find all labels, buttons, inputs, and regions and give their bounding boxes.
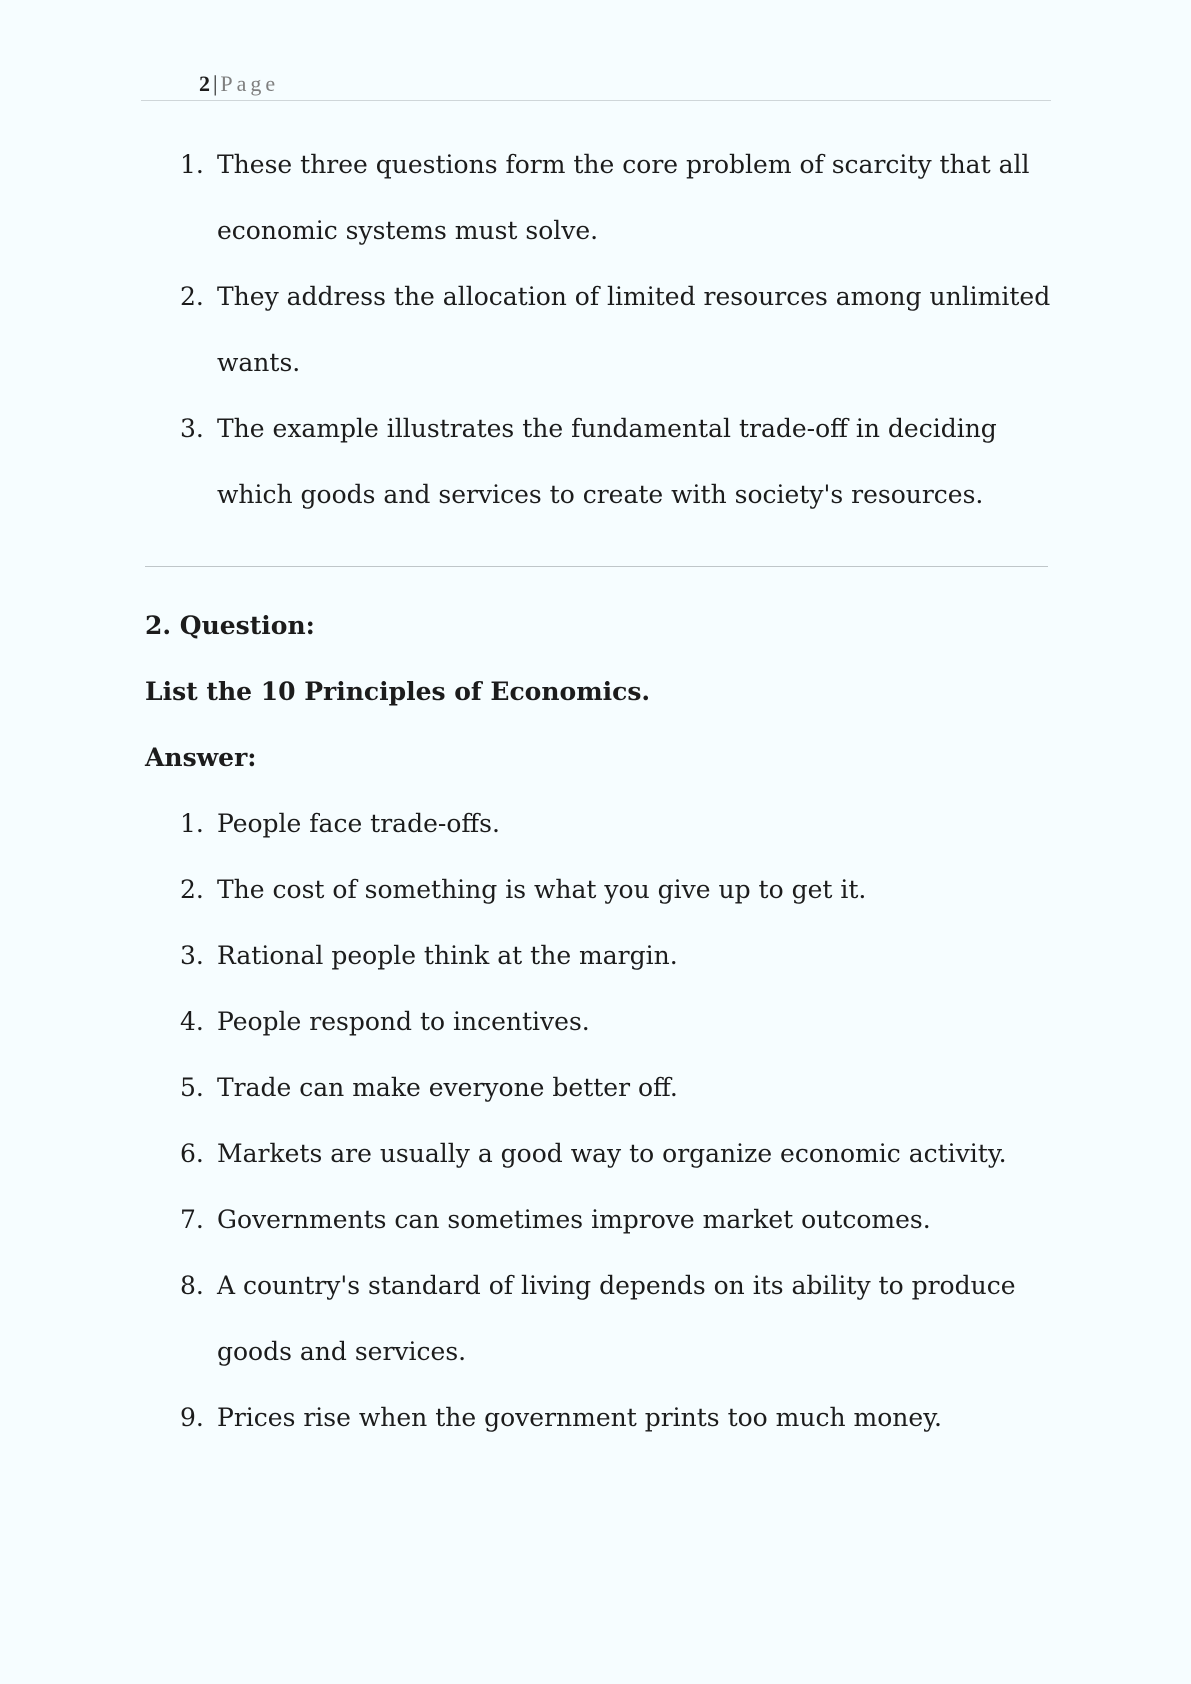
list-item-number: 4. — [180, 1007, 204, 1036]
section-divider — [145, 566, 1048, 567]
list-item-number: 2. — [180, 282, 204, 311]
list-item-text: Trade can make everyone better off. — [217, 1073, 678, 1102]
list-item-number: 1. — [180, 150, 204, 179]
list-item — [145, 989, 1055, 1055]
list-item-text: Rational people think at the margin. — [217, 941, 678, 970]
list-item-number: 8. — [180, 1271, 204, 1300]
list-item — [145, 791, 1055, 857]
page-number: 2 — [199, 71, 210, 96]
list-item-text: People face trade-offs. — [217, 809, 500, 838]
list-item — [145, 1055, 1055, 1121]
list-item-text: A country's standard of living depends on its ability to produce goods and services. — [217, 1271, 1016, 1366]
list-item — [145, 923, 1055, 989]
answer-label: Answer: — [145, 743, 257, 772]
list-item-number: 2. — [180, 875, 204, 904]
list-item — [145, 396, 1055, 528]
list-item-text: The example illustrates the fundamental trade-off in deciding which goods and services to create with society's resources. — [217, 414, 997, 509]
document-body — [145, 132, 1055, 1451]
list-item — [145, 264, 1055, 396]
list-item-text: They address the allocation of limited resources among unlimited wants. — [217, 282, 1051, 377]
list-item — [145, 1121, 1055, 1187]
list-item-text: Governments can sometimes improve market outcomes. — [217, 1205, 931, 1234]
list-item — [145, 1253, 1055, 1385]
list-item-text: People respond to incentives. — [217, 1007, 590, 1036]
list-item-number: 6. — [180, 1139, 204, 1168]
question-heading: 2. Question: — [145, 611, 315, 640]
list-item — [145, 857, 1055, 923]
list-item-text: Markets are usually a good way to organize economic activity. — [217, 1139, 1007, 1168]
principles-list — [145, 791, 1055, 1451]
question-prompt: List the 10 Principles of Economics. — [145, 677, 651, 706]
page-label — [199, 72, 279, 96]
list-item — [145, 1385, 1055, 1451]
list-item-text: The cost of something is what you give up to get it. — [217, 875, 867, 904]
list-item — [145, 1187, 1055, 1253]
list-item-text: Prices rise when the government prints too much money. — [217, 1403, 942, 1432]
scarcity-list — [145, 132, 1055, 528]
list-item-number: 3. — [180, 414, 204, 443]
page-word: Page — [220, 71, 280, 96]
page-separator: | — [213, 71, 218, 96]
page-header — [141, 70, 1051, 101]
list-item — [145, 132, 1055, 264]
list-item-number: 5. — [180, 1073, 204, 1102]
list-item-text: These three questions form the core problem of scarcity that all economic systems must solve. — [217, 150, 1030, 245]
list-item-number: 1. — [180, 809, 204, 838]
list-item-number: 9. — [180, 1403, 204, 1432]
list-item-number: 3. — [180, 941, 204, 970]
list-item-number: 7. — [180, 1205, 204, 1234]
